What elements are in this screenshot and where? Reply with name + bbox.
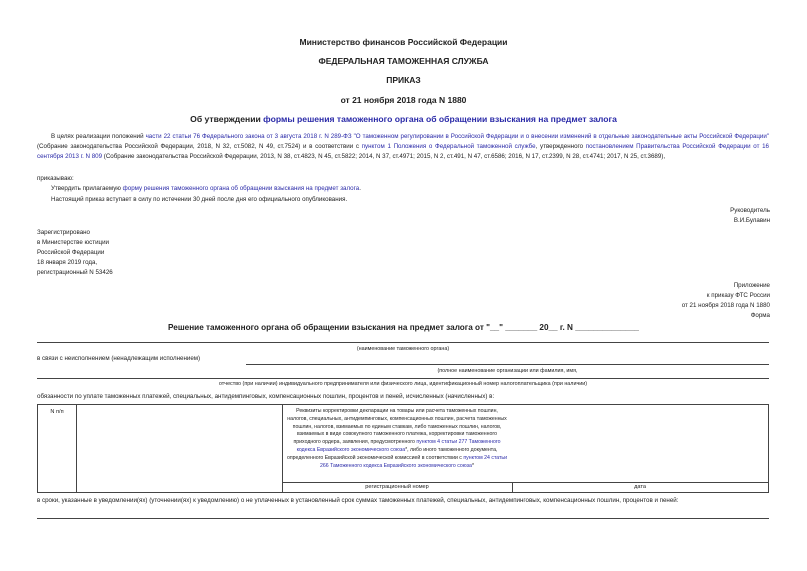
column-number-header: N п/п <box>50 409 64 415</box>
government-decree-link[interactable]: постановлением Правительства Российской Федерации от 16 сентября 2013 г. N 809 <box>37 143 769 160</box>
entrepreneur-caption: отчество (при наличии) индивидуального предпринимателя или физического лица, идентификационный номер налогоплательщика (при наличии) <box>218 381 588 387</box>
documents-table <box>37 404 769 493</box>
entrepreneur-line[interactable] <box>37 378 769 379</box>
date-subheader: дата <box>634 484 646 490</box>
doc-type-heading: ПРИКАЗ <box>386 75 421 85</box>
approved-form-link[interactable]: форму решения таможенного органа об обращении взыскания на предмет залога <box>122 185 360 192</box>
customs-name-line[interactable] <box>37 342 769 343</box>
signature-position: Руководитель <box>730 207 770 214</box>
appendix-block: Приложение к приказу ФТС России от 21 ноября 2018 года N 1880 Форма <box>681 282 770 320</box>
organization-name-line[interactable] <box>246 364 769 365</box>
form-title-link[interactable]: формы решения таможенного органа об обращении взыскания на предмет залога <box>263 114 617 124</box>
column-details-header: Реквизиты корректировки декларации на товары или расчета таможенных пошлин, налогов, специальных, антидемпинговых, компенсационных пошлин, расчета таможенных пошлин, налогов, взимаемых по единым ставкам, либо таможенных пошлин, налогов, взимаемых в виде совокупного таможенного платежа, корректировки таможенного приходного ордера, заявления, предусмотренного пунктом 4 статьи 277 Таможенного кодекса Евразийского экономического союза*, либо иного таможенного документа, определенного Евразийской экономической комиссией в соответствии с пунктом 24 статьи 266 Таможенного кодекса Евразийского экономического союза* <box>286 408 508 469</box>
terms-text: в сроки, указанные в уведомлении(ях) (уточнении(ях) к уведомлению) о не уплаченных в установленный срок суммах таможенных платежей, специальных, антидемпинговых, компенсационных пошлин, процентов и пеней: <box>37 497 679 504</box>
organization-name-caption: (полное наименование организации или фамилия, имя, <box>437 368 578 374</box>
service-heading: ФЕДЕРАЛЬНАЯ ТАМОЖЕННАЯ СЛУЖБА <box>318 56 489 66</box>
order-title: Об утверждении формы решения таможенного органа об обращении взыскания на предмет залога <box>190 114 617 124</box>
eaeu-customs-code-article-277-link[interactable]: пунктом 4 статьи 277 Таможенного кодекса Евразийского экономического союза <box>296 439 501 453</box>
order-date-number: от 21 ноября 2018 года N 1880 <box>340 95 467 105</box>
order-word: приказываю: <box>37 175 74 182</box>
registration-block: Зарегистрировано в Министерстве юстиции Российской Федерации 18 января 2019 года, регистрационный N 53426 <box>37 229 113 277</box>
registration-number-subheader: регистрационный номер <box>365 484 429 490</box>
effective-paragraph: Настоящий приказ вступает в силу по истечении 30 дней после дня его официального опубликования. <box>51 196 348 203</box>
form-title: Решение таможенного органа об обращении взыскания на предмет залога от "__" _______ 20__ г. N ______________ <box>168 323 639 332</box>
ministry-heading: Министерство финансов Российской Федерации <box>299 37 508 47</box>
obligation-text: обязанности по уплате таможенных платежей, специальных, антидемпинговых, компенсационных пошлин, процентов и пеней, исчисленных (начисленных) в: <box>37 393 495 400</box>
terms-underline[interactable] <box>37 518 769 519</box>
approve-paragraph: Утвердить прилагаемую форму решения таможенного органа об обращении взыскания на предмет залога. <box>51 185 361 192</box>
due-to-text: в связи с неисполнением (ненадлежащим исполнением) <box>37 355 201 362</box>
signature-name: В.И.Булавин <box>733 217 770 224</box>
federal-law-link[interactable]: части 22 статьи 76 Федерального закона от 3 августа 2018 г. N 289-ФЗ "О таможенном регулировании в Российской Федерации и о внесении изменений в отдельные законодательные акты Российской Федерации" <box>145 133 769 140</box>
eaeu-customs-code-article-266-link[interactable]: пунктом 24 статьи 266 Таможенного кодекса Евразийского экономического союза <box>320 454 508 469</box>
regulation-link[interactable]: пунктом 1 Положения о Федеральной таможенной службе <box>361 143 536 150</box>
customs-name-caption: (наименование таможенного органа) <box>356 346 450 352</box>
preamble-paragraph: В целях реализации положений части 22 статьи 76 Федерального закона от 3 августа 2018 г. N 289-ФЗ "О таможенном регулировании в Российской Федерации и о внесении изменений в отдельные законодательные акты Российской Федерации" (Собрание законодательства Российской Федерации, 2018, N 32, ст.5082, N 49, ст.7524) и в соответствии с пунктом 1 Положения о Федеральной таможенной службе, утвержденного постановлением Правительства Российской Федерации от 16 сентября 2013 г. N 809 (Собрание законодательства Российской Федерации, 2013, N 38, ст.4823, N 45, ст.5822; 2014, N 37, ст.4971; 2015, N 2, ст.491, N 47, ст.6586; 2016, N 17, ст.2399, N 28, ст.4741; 2017, N 25, ст.3689), <box>37 133 769 160</box>
